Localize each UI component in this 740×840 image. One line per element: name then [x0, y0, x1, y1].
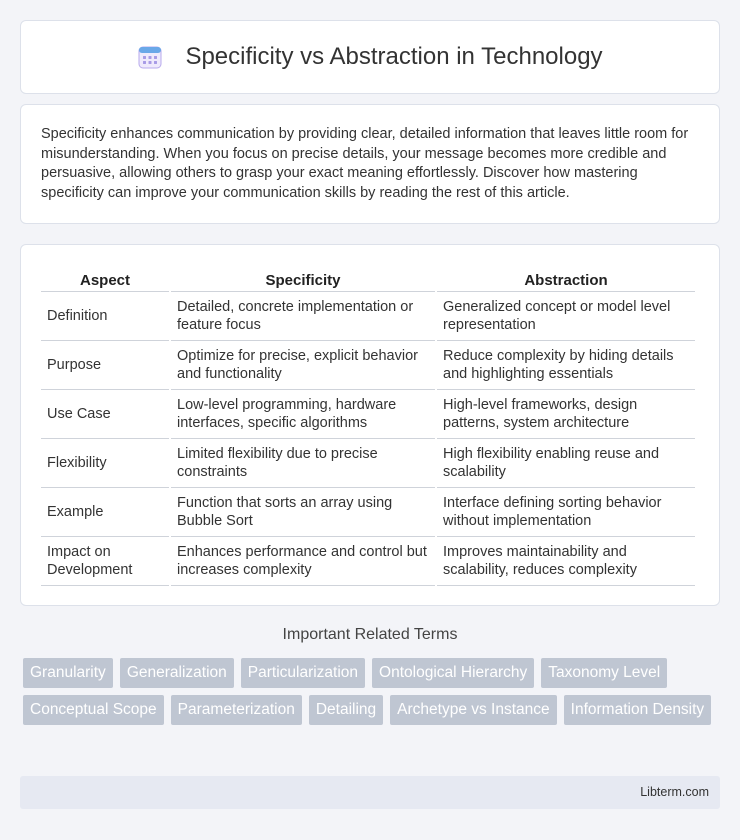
cell-specificity: Detailed, concrete implementation or feature focus: [171, 292, 435, 341]
comparison-table-card: [20, 244, 720, 606]
cell-specificity: Optimize for precise, explicit behavior and functionality: [171, 341, 435, 390]
table-row: [41, 488, 695, 537]
cell-aspect: Impact on Development: [41, 537, 169, 586]
cell-specificity: Low-level programming, hardware interfaces, specific algorithms: [171, 390, 435, 439]
tag-taxonomy-level[interactable]: Taxonomy Level: [541, 658, 667, 688]
cell-abstraction: Reduce complexity by hiding details and highlighting essentials: [437, 341, 695, 390]
tag-granularity[interactable]: Granularity: [23, 658, 113, 688]
cell-aspect: Use Case: [41, 390, 169, 439]
cell-abstraction: Improves maintainability and scalability, reduces complexity: [437, 537, 695, 586]
cell-aspect: Flexibility: [41, 439, 169, 488]
tag-particularization[interactable]: Particularization: [241, 658, 365, 688]
header-card: [20, 20, 720, 94]
related-terms-title: Important Related Terms: [282, 626, 458, 643]
related-terms-list: [23, 658, 723, 725]
cell-abstraction: Generalized concept or model level representation: [437, 292, 695, 341]
cell-abstraction: Interface defining sorting behavior without implementation: [437, 488, 695, 537]
cell-specificity: Function that sorts an array using Bubble Sort: [171, 488, 435, 537]
tag-archetype-vs-instance[interactable]: Archetype vs Instance: [390, 695, 557, 725]
cell-aspect: Example: [41, 488, 169, 537]
footer: [20, 776, 720, 809]
header-abstraction: Abstraction: [437, 265, 695, 292]
table-row: [41, 292, 695, 341]
cell-specificity: Enhances performance and control but increases complexity: [171, 537, 435, 586]
cell-specificity: Limited flexibility due to precise constraints: [171, 439, 435, 488]
cell-aspect: Purpose: [41, 341, 169, 390]
page-title: Specificity vs Abstraction in Technology: [185, 43, 603, 70]
table-header-row: [41, 265, 695, 292]
tag-generalization[interactable]: Generalization: [120, 658, 234, 688]
intro-card: [20, 104, 720, 224]
tag-ontological-hierarchy[interactable]: Ontological Hierarchy: [372, 658, 534, 688]
cell-aspect: Definition: [41, 292, 169, 341]
table-row: [41, 341, 695, 390]
intro-text: Specificity enhances communication by providing clear, detailed information that leaves little room for misunderstanding. When you focus on precise details, your message becomes more credible and persuasive, allowing others to grasp your exact meaning effortlessly. Discover how mastering specificity can improve your communication skills by reading the rest of this article.: [41, 126, 689, 201]
comparison-table: [39, 265, 697, 586]
cell-abstraction: High flexibility enabling reuse and scalability: [437, 439, 695, 488]
footer-site-link[interactable]: Libterm.com: [640, 785, 709, 799]
table-row: [41, 439, 695, 488]
header-aspect: Aspect: [41, 265, 169, 292]
table-row: [41, 390, 695, 439]
tag-parameterization[interactable]: Parameterization: [171, 695, 302, 725]
tag-detailing[interactable]: Detailing: [309, 695, 383, 725]
calendar-icon: [137, 44, 163, 70]
header-specificity: Specificity: [171, 265, 435, 292]
table-row: [41, 537, 695, 586]
tag-information-density[interactable]: Information Density: [564, 695, 712, 725]
cell-abstraction: High-level frameworks, design patterns, system architecture: [437, 390, 695, 439]
tag-conceptual-scope[interactable]: Conceptual Scope: [23, 695, 164, 725]
